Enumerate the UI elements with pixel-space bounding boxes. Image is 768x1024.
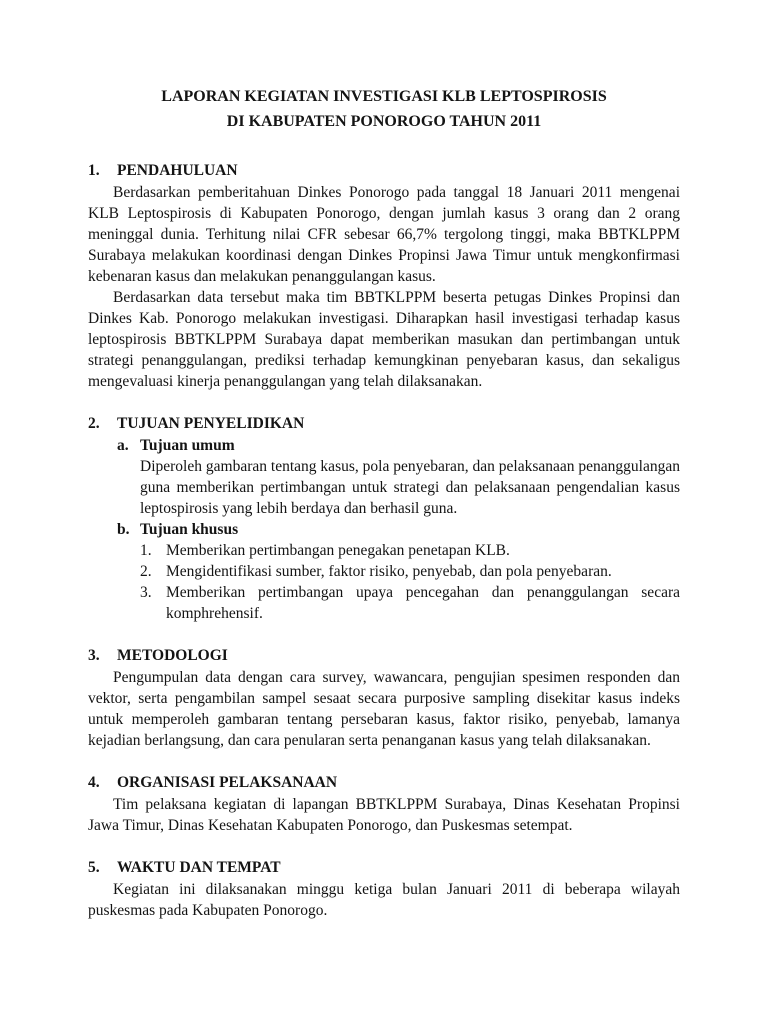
list-item-text: Mengidentifikasi sumber, faktor risiko, penyebab, dan pola penyebaran. — [166, 563, 612, 580]
section-number: 2. — [88, 415, 100, 432]
list-item-number: 1. — [140, 542, 152, 559]
section-heading-label: PENDAHULUAN — [117, 162, 238, 179]
section-heading-label: ORGANISASI PELAKSANAAN — [117, 774, 338, 791]
section-organisasi-pelaksanaan — [88, 772, 680, 836]
list-item-text: Memberikan pertimbangan penegakan penetapan KLB. — [166, 542, 510, 559]
section-heading — [88, 160, 680, 181]
paragraph: Berdasarkan pemberitahuan Dinkes Ponorogo pada tanggal 18 Januari 2011 mengenai KLB Leptospirosis di Kabupaten Ponorogo, dengan jumlah kasus 3 orang dan 2 orang meninggal dunia. Terhitung nilai CFR sebesar 66,7% tergolong tinggi, maka BBTKLPPM Surabaya melakukan koordinasi dengan Dinkes Propinsi Jawa Timur untuk mengkonfirmasi kebenaran kasus dan melakukan penanggulangan kasus. — [88, 184, 680, 285]
subsection-heading — [117, 435, 680, 456]
subsection-heading-label: Tujuan umum — [140, 437, 235, 454]
section-heading — [88, 772, 680, 793]
list-item — [140, 582, 680, 624]
section-heading — [88, 645, 680, 666]
section-heading-label: METODOLOGI — [117, 647, 228, 664]
numbered-list — [117, 540, 680, 624]
section-tujuan-penyelidikan — [88, 413, 680, 624]
section-heading-label: TUJUAN PENYELIDIKAN — [117, 415, 305, 432]
section-number: 4. — [88, 774, 100, 791]
list-item-text: Memberikan pertimbangan upaya pencegahan dan penanggulangan secara komphrehensif. — [166, 584, 680, 622]
list-item-number: 2. — [140, 563, 152, 580]
document-title-line2: DI KABUPATEN PONOROGO TAHUN 2011 — [226, 113, 542, 130]
section-heading — [88, 857, 680, 878]
subsection-body: Diperoleh gambaran tentang kasus, pola penyebaran, dan pelaksanaan penanggulangan guna memberikan pertimbangan untuk strategi dan pelaksanaan pengendalian kasus leptospirosis yang lebih berdaya dan berhasil guna. — [140, 458, 680, 517]
subsection-letter: b. — [117, 521, 130, 538]
section-heading-label: WAKTU DAN TEMPAT — [117, 859, 281, 876]
document-title — [88, 84, 680, 134]
subsection-tujuan-khusus — [88, 519, 680, 624]
list-item-number: 3. — [140, 584, 152, 601]
section-waktu-dan-tempat — [88, 857, 680, 921]
paragraph: Kegiatan ini dilaksanakan minggu ketiga bulan Januari 2011 di beberapa wilayah puskesmas pada Kabupaten Ponorogo. — [88, 881, 680, 919]
subsection-heading-label: Tujuan khusus — [140, 521, 239, 538]
subsection-letter: a. — [117, 437, 129, 454]
section-metodologi — [88, 645, 680, 751]
section-number: 1. — [88, 162, 100, 179]
section-number: 3. — [88, 647, 100, 664]
subsection-heading — [117, 519, 680, 540]
paragraph: Pengumpulan data dengan cara survey, wawancara, pengujian spesimen responden dan vektor, serta pengambilan sampel sesaat secara purposive sampling disekitar kasus indeks untuk memperoleh gambaran tentang persebaran kasus, faktor risiko, penyebab, lamanya kejadian berlangsung, dan cara penularan serta penanganan kasus yang telah dilaksanakan. — [88, 669, 680, 749]
section-number: 5. — [88, 859, 100, 876]
paragraph: Berdasarkan data tersebut maka tim BBTKLPPM beserta petugas Dinkes Propinsi dan Dinkes Kab. Ponorogo melakukan investigasi. Diharapkan hasil investigasi terhadap kasus leptospirosis BBTKLPPM Surabaya dapat memberikan masukan dan pertimbangan untuk strategi penanggulangan, prediksi terhadap kemungkinan penyebaran kasus, dan sekaligus mengevaluasi kinerja penanggulangan yang telah dilaksanakan. — [88, 289, 680, 390]
subsection-tujuan-umum — [88, 435, 680, 519]
list-item — [140, 561, 680, 582]
list-item — [140, 540, 680, 561]
paragraph: Tim pelaksana kegiatan di lapangan BBTKLPPM Surabaya, Dinas Kesehatan Propinsi Jawa Timur, Dinas Kesehatan Kabupaten Ponorogo, dan Puskesmas setempat. — [88, 796, 680, 834]
document-title-line1: LAPORAN KEGIATAN INVESTIGASI KLB LEPTOSPIROSIS — [161, 88, 607, 105]
section-pendahuluan — [88, 160, 680, 392]
section-heading — [88, 413, 680, 434]
